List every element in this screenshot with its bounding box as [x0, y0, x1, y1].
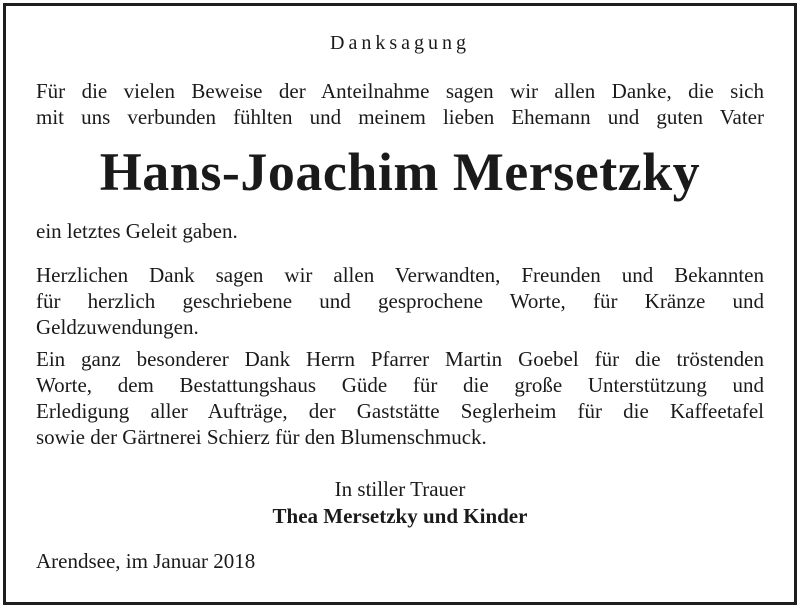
intro-line-1: Für die vielen Beweise der Anteilnahme sagen wir allen Danke, die sich [36, 79, 764, 103]
paragraph1-line-1: Herzlichen Dank sagen wir allen Verwandten, Freunden und Bekannten [36, 263, 764, 287]
mourning-line: In stiller Trauer [334, 477, 466, 501]
paragraph1-line-2: für herzlich geschriebene und gesprochene Worte, für Kränze und [36, 289, 764, 313]
deceased-name: Hans-Joachim Mersetzky [99, 142, 701, 202]
notice-heading: Danksagung [330, 32, 470, 54]
paragraph2-line-2: Worte, dem Bestattungshaus Güde für die große Unterstützung und [36, 373, 764, 397]
paragraph2-line-3: Erledigung aller Aufträge, der Gaststätte Seglerheim für die Kaffeetafel [36, 399, 764, 423]
paragraph2-line-4: sowie der Gärtnerei Schierz für den Blumenschmuck. [36, 425, 487, 449]
signature: Thea Mersetzky und Kinder [272, 504, 528, 528]
after-name-line: ein letztes Geleit gaben. [36, 219, 238, 243]
paragraph1-line-3: Geldzuwendungen. [36, 315, 199, 339]
intro-line-2: mit uns verbunden fühlten und meinem lieben Ehemann und guten Vater [36, 105, 764, 129]
place-date: Arendsee, im Januar 2018 [36, 549, 256, 573]
paragraph2-line-1: Ein ganz besonderer Dank Herrn Pfarrer Martin Goebel für die tröstenden [36, 347, 764, 371]
